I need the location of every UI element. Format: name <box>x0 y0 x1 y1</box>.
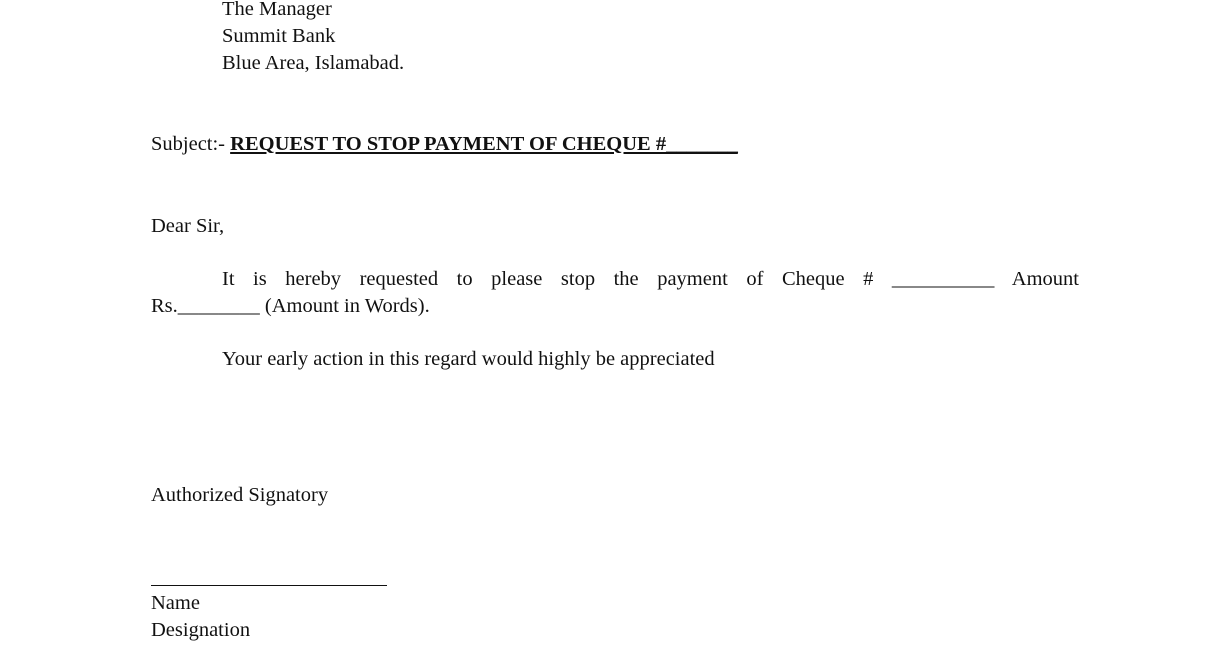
recipient-address: Blue Area, Islamabad. <box>222 52 405 74</box>
subject-label: Subject:- <box>151 133 226 155</box>
subject-line <box>151 131 738 158</box>
salutation: Dear Sir, <box>151 215 225 237</box>
subject-text: REQUEST TO STOP PAYMENT OF CHEQUE #_______ <box>230 133 738 155</box>
body-paragraph-2: Your early action in this regard would highly be appreciated <box>222 348 715 370</box>
recipient-title: The Manager <box>222 0 332 20</box>
designation-label: Designation <box>151 619 251 641</box>
body-paragraph-line2: Rs.________ (Amount in Words). <box>151 295 430 317</box>
recipient-bank: Summit Bank <box>222 25 336 47</box>
body-paragraph-line1: It is hereby requested to please stop the payment of Cheque # __________ Amount <box>222 268 1079 290</box>
authorized-signatory: Authorized Signatory <box>151 484 329 506</box>
signature-line <box>151 585 387 586</box>
name-label: Name <box>151 592 200 614</box>
